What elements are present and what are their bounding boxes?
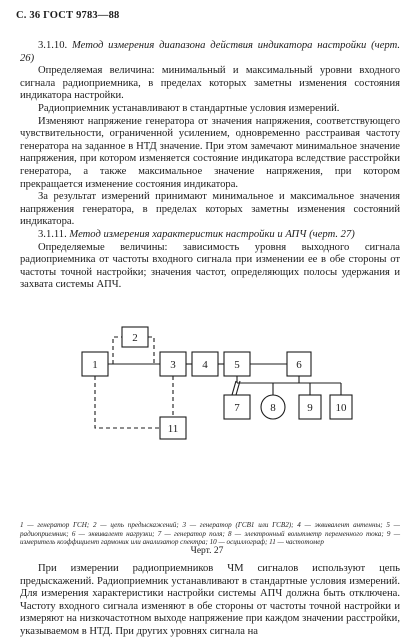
paragraph: При измерении радиоприемников ЧМ сигналов используют цепь предыскажений. Радиоприемник устанавливают в стандартные условия измерений. Для измерения характеристики настройки системы АПЧ должна быть отключена. Частоту входного сигнала изменяют в обе стороны от частоты точной настройки и измеряют на низкочастотном выходе напряжение при каждом значении расстройки, указываемом в НТД. При других уровнях сигнала на — [20, 563, 400, 637]
page-header: С. 36 ГОСТ 9783—88 — [16, 10, 120, 21]
paragraph: Определяемая величина: минимальный и максимальный уровни входного сигнала радиоприемника, в пределах которых заметны изменения состояния индикатора настройки. — [20, 65, 400, 102]
block-label: 3 — [170, 359, 176, 371]
paragraph: Определяемые величины: зависимость уровня выходного сигнала радиоприемника от частоты входного сигнала при изменении ее в обе стороны от частоты точной настройки; значения частот, определяющих полосы удержания и захвата системы АПЧ. — [20, 241, 400, 291]
block-label: 2 — [132, 332, 138, 344]
block-label: 1 — [92, 359, 98, 371]
section-number: 3.1.10. — [38, 40, 68, 51]
paragraph: Радиоприемник устанавливают в стандартные условия измерений. — [38, 102, 340, 114]
section-title: Метод измерения характеристик настройки и АПЧ (черт. 27) — [69, 228, 355, 240]
section-number: 3.1.11. — [38, 228, 67, 240]
paragraph: За результат измерений принимают минимальное и максимальное значения напряжения генератора, в пределах которых заметны изменения состояний индикатора. — [20, 191, 400, 228]
block-label: 9 — [307, 402, 313, 414]
block-label: 10 — [335, 402, 347, 414]
figure-caption: 1 — генератор ГСН; 2 — цепь предыскажений; 3 — генератор (ГСВ1 или ГСВ2); 4 — эквивалент антенны; 5 — радиоприемник; 6 — эквивалент нагрузки; 7 — генератор поля; 8 — электронный вольтметр переменного тока; 9 — измеритель коэффициент гармоник или анализатор спектра; 10 — осциллограф; 11 — частотомер — [20, 521, 400, 547]
block-label: 7 — [234, 402, 240, 414]
section-title: Метод измерения диапазона действия индикатора настройки (черт. 26) — [20, 40, 400, 64]
block-label: 4 — [202, 359, 208, 371]
block-label: 6 — [296, 359, 302, 371]
figure-label: Черт. 27 — [190, 546, 224, 556]
closing-text — [20, 563, 400, 639]
block-label: 5 — [234, 359, 240, 371]
paragraph: Изменяют напряжение генератора от значения напряжения, соответствующего чувствительности, ограниченной усилением, одновременно расстраивая частоту генератора на заданное в НТД значение. При этом замечают минимальное значение напряжения, при котором изменяется состояние индикатора вследствие расстройки генератора, а также максимальное значение напряжения, при котором прекращается изменение состояния индикатора. — [20, 115, 400, 190]
block-label: 11 — [167, 423, 179, 435]
block-label: 8 — [270, 402, 276, 414]
